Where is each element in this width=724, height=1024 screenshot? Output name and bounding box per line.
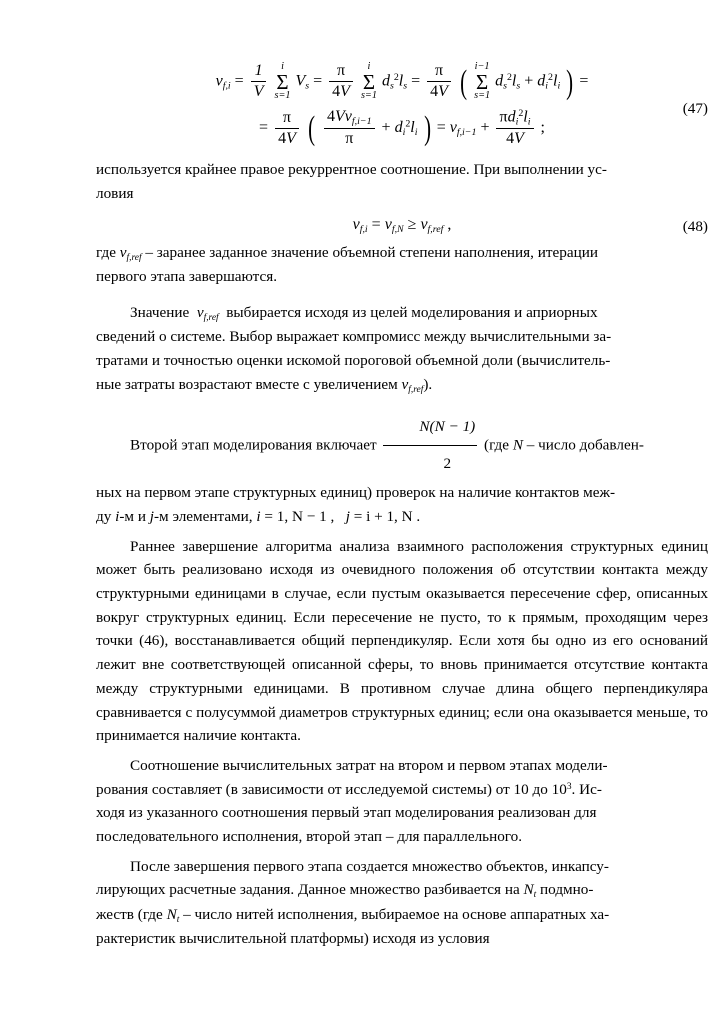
paragraph-text: Раннее завершение алгоритма анализа взаимного расположения структурных единиц может быть реализовано исходя из очевидного положения об отсутствии контакта между структурными единицами в случае, если пустым оказывается пересечение сфер, описанных вокруг структурных единиц. Если пересечение не пусто, то к прямым, проходящим через точки (46), восстанавливается общий перпендикуляр. Если хотя бы одно из его оснований лежит вне соответствующей описанной сферы, то вновь принимается отсутствие контакта между структурными единицами. В противном случае длина общего перпендикуляра сравнивается с полусуммой диаметров структурных единиц; если она оказывается меньше, то принимается наличие контакта.: [96, 537, 708, 745]
fraction-denominator: 2: [443, 454, 452, 472]
math-subscript: f,ref: [408, 384, 424, 395]
paragraph-line: ных на первом этапе структурных единиц) проверок на наличие контактов меж-: [96, 484, 616, 502]
gap-before-p4: [96, 397, 708, 411]
text-fragment: = 1, N − 1 ,: [264, 507, 335, 525]
paragraph-line: используется крайнее правое рекуррентное соотношение. При выполнении ус-: [96, 161, 607, 179]
paragraph-after-eq48: [96, 241, 708, 289]
text-fragment: (где: [484, 436, 510, 454]
paragraph-line: тратами и точностью оценки искомой пороговой объемной доли (вычислитель-: [96, 352, 611, 370]
text-fragment: -м элементами,: [153, 507, 253, 525]
text-fragment: где: [96, 243, 116, 261]
equation-48-number: (48): [682, 217, 708, 235]
math-variable: v: [119, 243, 127, 261]
top-spacer-3: [96, 28, 708, 42]
paragraph-6: [96, 754, 708, 849]
paragraph-line: [96, 373, 708, 398]
text-fragment: ду: [96, 507, 112, 525]
paragraph-line: [96, 301, 708, 326]
gap-before-p3: [96, 289, 708, 301]
paragraph-line: последовательного исполнения, второй этап – для параллельного.: [96, 828, 523, 846]
paragraph-line: [96, 878, 708, 903]
math-subscript: f,ref: [126, 252, 142, 263]
paragraph-line: [96, 778, 708, 802]
math-variable: N: [512, 436, 523, 454]
text-fragment: . Ис-: [571, 780, 602, 798]
fraction-n-n-minus-1-over-2: [383, 410, 477, 480]
paragraph-line: [96, 241, 708, 266]
paragraph-line: ходя из указанного соотношения первый этап моделирования реализован для: [96, 804, 597, 822]
gap-before-eq48: [96, 206, 708, 216]
math-subscript: t: [533, 890, 537, 901]
math-variable: N: [523, 881, 534, 899]
text-fragment: подмно-: [540, 881, 594, 899]
fraction-numerator: N(N − 1): [383, 410, 477, 445]
math-subscript: f,ref: [203, 312, 219, 323]
page-content: [96, 0, 708, 1024]
math-subscript: t: [176, 914, 180, 925]
paragraph-line: [96, 903, 708, 928]
paragraph-line: сведений о системе. Выбор выражает компромисс между вычислительными за-: [96, 328, 612, 346]
paragraph-line: Соотношение вычислительных затрат на втором и первом этапах модели-: [130, 756, 608, 774]
paragraph-5: [96, 535, 708, 748]
top-spacer: [96, 0, 708, 14]
text-fragment: ).: [423, 375, 433, 393]
paragraph-line: рактеристик вычислительной платформы) исходя из условия: [96, 930, 490, 948]
paragraph-line: первого этапа завершаются.: [96, 268, 277, 286]
top-spacer-4: [96, 42, 708, 56]
math-variable: v: [401, 375, 409, 393]
paragraph-3: [96, 301, 708, 397]
text-fragment: лирующих расчетные задания. Данное множество разбивается на: [96, 881, 520, 899]
equation-48: [96, 216, 708, 235]
math-variable: v: [196, 303, 204, 321]
text-fragment: выбирается исходя из целей моделирования и априорных: [226, 303, 598, 321]
text-fragment: жеств (где: [96, 905, 163, 923]
equation-47-line-2: = $\frac{\pi}{4V}$ ( $\frac{4Vv_{f,i-1}}{\pi}$ + $d_i^2l_i$ ) = $v_{f,i-1}$ + $\frac{\pi d_i^2l_i}{4V}$ ;: [259, 107, 545, 148]
equation-48-line-1: $v_{f,i} = v_{f,N} \ge v_{f,ref}$ ,: [352, 215, 452, 235]
text-fragment: -м и: [119, 507, 146, 525]
text-fragment: рования составляет (в зависимости от исследуемой системы) от 10 до 10: [96, 780, 567, 798]
paragraph-4: [96, 411, 708, 528]
math-variable: i: [115, 507, 120, 525]
superscript: 3: [566, 781, 572, 792]
paragraph-after-eq47: [96, 158, 708, 205]
text-fragment: – число нитей исполнения, выбираемое на основе аппаратных ха-: [183, 905, 610, 923]
paragraph-line: ловия: [96, 185, 134, 203]
top-spacer-2: [96, 14, 708, 28]
text-fragment: – заранее заданное значение объемной степени наполнения, итерации: [145, 243, 598, 261]
equation-47-number: (47): [682, 100, 708, 117]
text-fragment: = i + 1, N .: [353, 507, 421, 525]
paragraph-line: После завершения первого этапа создается множество объектов, инкапсу-: [130, 857, 609, 875]
text-fragment: Значение: [130, 303, 190, 321]
math-variable: i: [256, 507, 261, 525]
text-fragment: ные затраты возрастают вместе с увеличением: [96, 375, 398, 393]
math-variable: j: [345, 507, 350, 525]
math-variable: j: [149, 507, 154, 525]
math-variable: N: [166, 905, 177, 923]
text-fragment: – число добавлен-: [526, 436, 644, 454]
text-fragment: Второй этап моделирования включает: [130, 436, 377, 454]
equation-47-line-1: $v_{f,i}$ = $\frac{1}{V}$ i Σ s=1 $V_s$ = $\frac{\pi}{4V}$ i Σ s=1 $d_s^2l_s$ = $\frac{\pi}{4V}$ ( i−1 Σ s=1 $d_s^2l_s + d_i^2l_i$ ) =: [215, 61, 589, 102]
paragraph-line: [96, 505, 708, 529]
gap-after-eq47: [96, 148, 708, 158]
paragraph-line: [96, 411, 708, 481]
equation-47: [96, 62, 708, 148]
paragraph-7: [96, 855, 708, 951]
